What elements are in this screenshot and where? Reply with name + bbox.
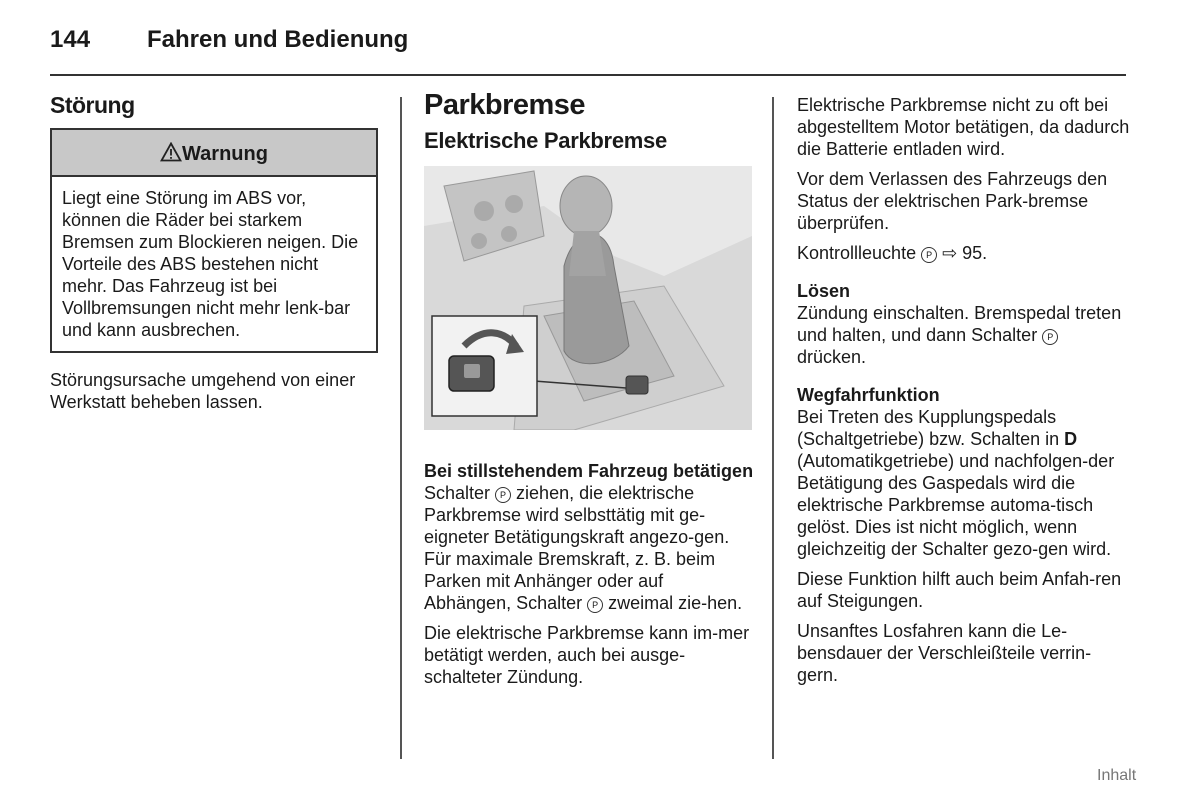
paragraph-immer-betaetigt: Die elektrische Parkbremse kann im-mer betätigt werden, auch bei ausge-schalteter Zündung. — [424, 623, 750, 687]
warning-title: Warnung — [182, 143, 268, 165]
page-number: 144 — [50, 26, 91, 53]
subheading-loesen: Lösen — [797, 281, 851, 301]
paragraph-stoerung: Störungsursache umgehend von einer Werkstatt beheben lassen. — [50, 370, 356, 412]
subheading-elektrische-parkbremse: Elektrische Parkbremse — [424, 128, 667, 153]
paragraph-verschleiss: Unsanftes Losfahren kann die Le-bensdauer der Verschleißteile verrin-gern. — [797, 621, 1092, 685]
page-reference-link[interactable]: ⇨ 95. — [937, 243, 988, 263]
paragraph-anfahren: Diese Funktion hilft auch beim Anfah-ren auf Steigungen. — [797, 569, 1122, 611]
warning-box — [50, 128, 378, 353]
chapter-title: Fahren und Bedienung — [147, 26, 409, 53]
parking-brake-icon: P — [587, 597, 603, 613]
gear-d-label: D — [1064, 429, 1078, 449]
paragraph-schalter-ziehen: Schalter P ziehen, die elektrische Parkbremse wird selbsttätig mit ge-eigneter Betätigungskraft angezo-gen. Für maximale Bremskraft, z. B. beim Parken mit Anhänger oder auf Abhängen, Schalter P zweimal zie-hen. — [424, 483, 743, 613]
warning-triangle-icon — [160, 142, 182, 162]
column-divider-2 — [772, 97, 774, 759]
parking-brake-icon: P — [921, 247, 937, 263]
subheading-bei-stillstehendem-fahrzeug: Bei stillstehendem Fahrzeug betätigen — [424, 461, 754, 481]
paragraph-loesen: Zündung einschalten. Bremspedal treten und halten, und dann Schalter P drücken. — [797, 303, 1122, 367]
parking-brake-icon: P — [1042, 329, 1058, 345]
column-divider-1 — [400, 97, 402, 759]
inhalt-link[interactable]: Inhalt — [1097, 767, 1137, 784]
parking-brake-icon: P — [495, 487, 511, 503]
column-2 — [424, 89, 754, 696]
section-heading-parkbremse: Parkbremse — [424, 89, 586, 121]
paragraph-kontrollleuchte: Kontrollleuchte P ⇨ 95. — [797, 243, 988, 263]
column-3 — [797, 94, 1132, 694]
subheading-wegfahrfunktion: Wegfahrfunktion — [797, 385, 940, 405]
section-heading-stoerung: Störung — [50, 92, 135, 118]
column-1 — [50, 94, 380, 421]
warning-header — [52, 130, 376, 177]
paragraph-status-pruefen: Vor dem Verlassen des Fahrzeugs den Status der elektrischen Park-bremse überprüfen. — [797, 169, 1108, 233]
header-rule — [50, 74, 1126, 76]
paragraph-wegfahrfunktion: Bei Treten des Kupplungspedals (Schaltgetriebe) bzw. Schalten in D (Automatikgetriebe) und nachfolgen-der Betätigung des Gaspedals wird die elektrische Parkbremse automa-tisch gelöst. Dies ist nicht möglich, wenn gleichzeitig der Schalter gezo-gen wird. — [797, 407, 1115, 559]
paragraph-batterie: Elektrische Parkbremse nicht zu oft bei abgestelltem Motor betätigen, da dadurch die Batterie entladen wird. — [797, 95, 1130, 159]
warning-text: Liegt eine Störung im ABS vor, können die Räder bei starkem Bremsen zum Blockieren neigen. Die Vorteile des ABS bestehen nicht mehr. Das Fahrzeug ist bei Vollbremsungen nicht mehr lenk-bar und kann ausbrechen. — [62, 188, 359, 340]
parking-brake-illustration — [424, 166, 752, 430]
